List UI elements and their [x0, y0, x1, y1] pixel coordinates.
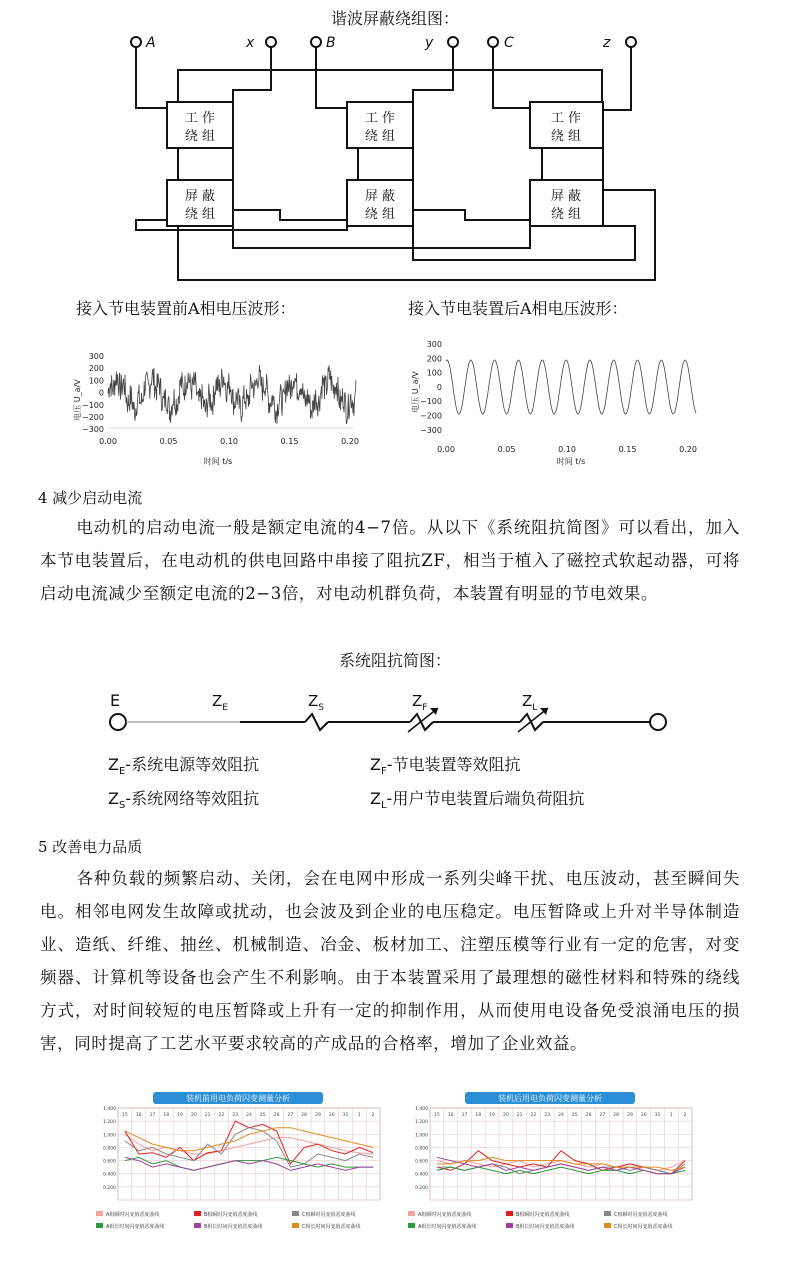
flicker-before-xtick: 18 [163, 1113, 170, 1118]
waveform-after-xtick: 0.20 [679, 445, 697, 454]
flicker-after-xtick: 16 [447, 1113, 454, 1118]
flicker-after-xtick: 22 [530, 1113, 537, 1118]
flicker-after-xtick: 23 [544, 1113, 551, 1118]
flicker-after-series-2 [437, 1151, 685, 1174]
flicker-before-legend-swatch [96, 1211, 103, 1216]
terminal-a [131, 37, 141, 47]
flicker-before-ytick: 1.000 [103, 1133, 116, 1139]
flicker-before-legend-swatch [292, 1223, 299, 1228]
flicker-after-xtick: 2 [683, 1113, 687, 1118]
waveform-after-ylabel: 电压 U_a/V [411, 371, 420, 413]
flicker-before-legend-swatch [292, 1211, 299, 1216]
svg-text:绕 组: 绕 组 [184, 129, 216, 144]
section4-heading: 4 减少启动电流 [38, 489, 143, 507]
flicker-before-xtick: 23 [232, 1113, 239, 1118]
waveform-after-ytick: 100 [426, 368, 442, 378]
label-x: x [246, 35, 255, 51]
flicker-before-legend-label: A相瞬时闪变值恶度曲线 [106, 1212, 160, 1218]
waveform-before-ytick: −100 [82, 400, 104, 410]
label-a: A [146, 35, 156, 51]
waveform-after-ytick: −200 [420, 411, 442, 421]
flicker-before-legend-swatch [194, 1211, 201, 1216]
svg-text:工 作: 工 作 [550, 111, 582, 126]
flicker-before-legend-label: C相瞬时闪变值恶度曲线 [302, 1212, 356, 1218]
svg-text:工 作: 工 作 [364, 111, 396, 126]
zs-label: $Z_S$ [308, 692, 324, 713]
flicker-before-xtick: 16 [135, 1113, 142, 1118]
flicker-before-xtick: 1 [357, 1113, 361, 1118]
flicker-after-xtick: 19 [489, 1113, 495, 1118]
flicker-after-ytick: 0.200 [415, 1185, 428, 1191]
flicker-before-ytick: 0.600 [103, 1159, 116, 1165]
flicker-after-xtick: 18 [475, 1113, 482, 1118]
waveform-before-ytick: 200 [88, 364, 104, 374]
waveform-after-trace [446, 360, 696, 414]
waveform-after-xlabel: 时间 t/s [556, 457, 586, 466]
legend-zf: $Z_F-$节电装置等效阻抗 [370, 755, 521, 778]
flicker-after-xtick: 28 [613, 1113, 620, 1118]
flicker-after-series-1 [437, 1161, 685, 1171]
svg-text:屏 蔽: 屏 蔽 [184, 189, 216, 204]
impedance-diagram [100, 686, 680, 746]
flicker-before-xtick: 2 [371, 1113, 375, 1118]
zl-label: $Z_L$ [522, 692, 538, 713]
flicker-after-xtick: 24 [558, 1113, 564, 1118]
flicker-before-xtick: 28 [301, 1113, 308, 1118]
svg-text:工 作: 工 作 [184, 111, 216, 126]
terminal-c [488, 37, 498, 47]
flicker-before-series-1 [125, 1134, 373, 1154]
flicker-before-series-5 [125, 1157, 373, 1170]
flicker-after-xtick: 1 [669, 1113, 673, 1118]
flicker-after-xtick: 26 [585, 1113, 592, 1118]
waveform-before-xtick: 0.05 [159, 437, 178, 446]
svg-text:屏 蔽: 屏 蔽 [550, 189, 582, 204]
flicker-chart-before [88, 1092, 388, 1242]
svg-text:绕 组: 绕 组 [364, 129, 396, 144]
flicker-after-legend-swatch [604, 1223, 611, 1228]
flicker-after-legend-swatch [604, 1211, 611, 1216]
waveform-after-plot [406, 330, 706, 470]
flicker-before-xtick: 27 [287, 1113, 294, 1118]
flicker-before-xtick: 29 [315, 1113, 321, 1118]
flicker-after-legend-swatch [408, 1223, 415, 1228]
flicker-after-xtick: 25 [571, 1113, 578, 1118]
waveform-before-xtick: 0.10 [220, 437, 238, 446]
waveform-before-ytick: −300 [82, 425, 104, 435]
waveform-after-xtick: 0.10 [558, 445, 576, 454]
flicker-before-xtick: 25 [259, 1113, 266, 1118]
flicker-after-legend-label: A相瞬时闪变值恶度曲线 [418, 1212, 472, 1218]
svg-text:绕 组: 绕 组 [364, 207, 396, 222]
legend-zl: $Z_L-$用户节电装置后端负荷阻抗 [370, 789, 585, 812]
flicker-after-ytick: 0.400 [415, 1172, 428, 1178]
diagram1-title: 谐波屏蔽绕组图： [330, 9, 459, 28]
flicker-after-legend-label: C相瞬时闪变值恶度曲线 [614, 1212, 668, 1218]
flicker-after-ytick: 0.800 [415, 1146, 428, 1152]
flicker-after-series-3 [437, 1164, 685, 1174]
impedance-title: 系统阻抗简图： [338, 651, 451, 670]
svg-text:绕 组: 绕 组 [184, 207, 216, 222]
flicker-after-title: 装机后用电负荷闪变测量分析 [498, 1094, 602, 1103]
label-b: B [326, 35, 336, 51]
flicker-before-ytick: 0.400 [103, 1172, 116, 1178]
flicker-before-legend-label: A相长时间闪变值恶度曲线 [106, 1224, 165, 1230]
flicker-after-xtick: 17 [461, 1113, 468, 1118]
flicker-after-xtick: 30 [640, 1113, 647, 1118]
waveform-after-caption: 接入节电装置后A相电压波形： [408, 299, 628, 318]
source-node [110, 714, 126, 730]
terminal-b [311, 37, 321, 47]
flicker-chart-after [400, 1092, 700, 1242]
flicker-after-ytick: 0.600 [415, 1159, 428, 1165]
flicker-before-xtick: 19 [177, 1113, 183, 1118]
ze-label: $Z_E$ [212, 692, 228, 713]
flicker-after-legend-swatch [408, 1211, 415, 1216]
flicker-after-xtick: 20 [502, 1113, 509, 1118]
flicker-after-xtick: 29 [627, 1113, 633, 1118]
flicker-before-legend-swatch [96, 1223, 103, 1228]
waveform-after-ytick: 0 [436, 382, 442, 392]
flicker-before-ytick: 0.200 [103, 1185, 116, 1191]
waveform-before-trace [108, 365, 356, 424]
waveform-before-xtick: 0.20 [341, 437, 359, 446]
flicker-after-xtick: 27 [599, 1113, 606, 1118]
zf-label: $Z_F$ [412, 692, 428, 713]
flicker-before-legend-label: B相瞬时闪变值恶度曲线 [204, 1212, 258, 1218]
section4-paragraph: 电动机的启动电流一般是额定电流的4−7倍。从以下《系统阻抗简图》可以看出，加入本节电装置后，在电动机的供电回路中串接了阻抗ZF，相当于植入了磁控式软起动器，可将启动电流减少至额定电流的2−3倍，对电动机群负荷，本装置有明显的节电效果。 [40, 518, 740, 603]
waveform-after-xtick: 0.15 [618, 445, 637, 454]
flicker-after-legend-label: B相瞬时闪变值恶度曲线 [516, 1212, 570, 1218]
label-y: y [425, 35, 434, 51]
waveform-before-ytick: 0 [98, 388, 104, 398]
legend-zs: $Z_S-$系统网络等效阻抗 [108, 789, 260, 812]
flicker-before-ytick: 0.800 [103, 1146, 116, 1152]
load-node [650, 714, 666, 730]
waveform-after-xtick: 0.05 [497, 445, 516, 454]
flicker-before-title: 装机前用电负荷闪变测量分析 [186, 1094, 290, 1103]
waveform-before-caption: 接入节电装置前A相电压波形： [76, 299, 296, 318]
flicker-before-xtick: 21 [204, 1113, 211, 1118]
svg-text:绕 组: 绕 组 [550, 207, 582, 222]
waveform-after-ytick: 200 [426, 354, 442, 364]
terminal-x [266, 37, 276, 47]
section5-paragraph: 各种负载的频繁启动、关闭，会在电网中形成一系列尖峰干扰、电压波动，甚至瞬间失电。相邻电网发生故障或扰动，也会波及到企业的电压稳定。电压暂降或上升对半导体制造业、造纸、纤维、抽丝、机械制造、冶金、板材加工、注塑压模等行业有一定的危害，对变频器、计算机等设备也会产生不利影响。由于本装置采用了最理想的磁性材料和特殊的绕线方式，对时间较短的电压暂降或上升有一定的抑制作用，从而使用电设备免受浪涌电压的损害，同时提高了工艺水平要求较高的产成品的合格率，增加了企业效益。 [40, 869, 740, 1053]
flicker-after-legend-swatch [506, 1211, 513, 1216]
zs-resistor [305, 714, 328, 730]
flicker-before-legend-label: C相长时间闪变值恶度曲线 [302, 1224, 361, 1230]
flicker-after-xtick: 15 [434, 1113, 440, 1118]
flicker-before-xtick: 15 [122, 1113, 128, 1118]
label-c: C [504, 35, 514, 51]
svg-text:绕 组: 绕 组 [550, 129, 582, 144]
waveform-after-xtick: 0.00 [437, 445, 455, 454]
flicker-before-xtick: 20 [190, 1113, 197, 1118]
waveform-before-plot [68, 340, 368, 470]
flicker-after-ytick: 1.000 [415, 1133, 428, 1139]
e-label: E [110, 691, 121, 710]
flicker-before-ytick: 1.200 [103, 1120, 116, 1126]
flicker-before-xtick: 26 [273, 1113, 280, 1118]
waveform-before-ytick: −200 [82, 413, 104, 422]
flicker-after-xtick: 21 [516, 1113, 523, 1118]
waveform-before-ytick: 100 [88, 376, 104, 386]
section5-heading: 5 改善电力品质 [38, 838, 143, 856]
flicker-before-legend-label: B相长时间闪变值恶度曲线 [204, 1224, 263, 1230]
flicker-after-legend-label: A相长时间闪变值恶度曲线 [418, 1224, 477, 1230]
waveform-after-ytick: −300 [420, 425, 442, 435]
label-z: z [603, 35, 611, 51]
flicker-after-legend-swatch [506, 1223, 513, 1228]
waveform-after-ytick: −100 [420, 397, 442, 407]
flicker-after-legend-label: C相长时间闪变值恶度曲线 [614, 1224, 673, 1230]
flicker-after-ytick: 1.400 [415, 1107, 428, 1112]
waveform-before-xtick: 0.00 [99, 437, 117, 446]
terminal-z [626, 37, 636, 47]
waveform-before-xtick: 0.15 [280, 437, 299, 446]
waveform-before-ytick: 300 [88, 352, 104, 361]
svg-text:屏 蔽: 屏 蔽 [364, 189, 396, 204]
flicker-after-ytick: 1.200 [415, 1120, 428, 1126]
waveform-before-ylabel: 电压 U_a/V [73, 379, 82, 421]
terminal-y [448, 37, 458, 47]
flicker-before-xtick: 22 [218, 1113, 225, 1118]
waveform-after-ytick: 300 [426, 340, 442, 349]
flicker-after-xtick: 31 [654, 1113, 661, 1118]
flicker-before-xtick: 30 [328, 1113, 335, 1118]
flicker-before-xtick: 24 [246, 1113, 252, 1118]
waveform-before-xlabel: 时间 t/s [203, 457, 233, 466]
winding-diagram [120, 30, 660, 292]
flicker-before-ytick: 1.400 [103, 1107, 116, 1112]
flicker-before-xtick: 31 [342, 1113, 349, 1118]
legend-ze: $Z_E-$系统电源等效阻抗 [108, 755, 260, 778]
flicker-before-xtick: 17 [149, 1113, 156, 1118]
flicker-after-series-5 [437, 1157, 685, 1173]
flicker-after-legend-label: B相长时间闪变值恶度曲线 [516, 1224, 575, 1230]
flicker-before-legend-swatch [194, 1223, 201, 1228]
